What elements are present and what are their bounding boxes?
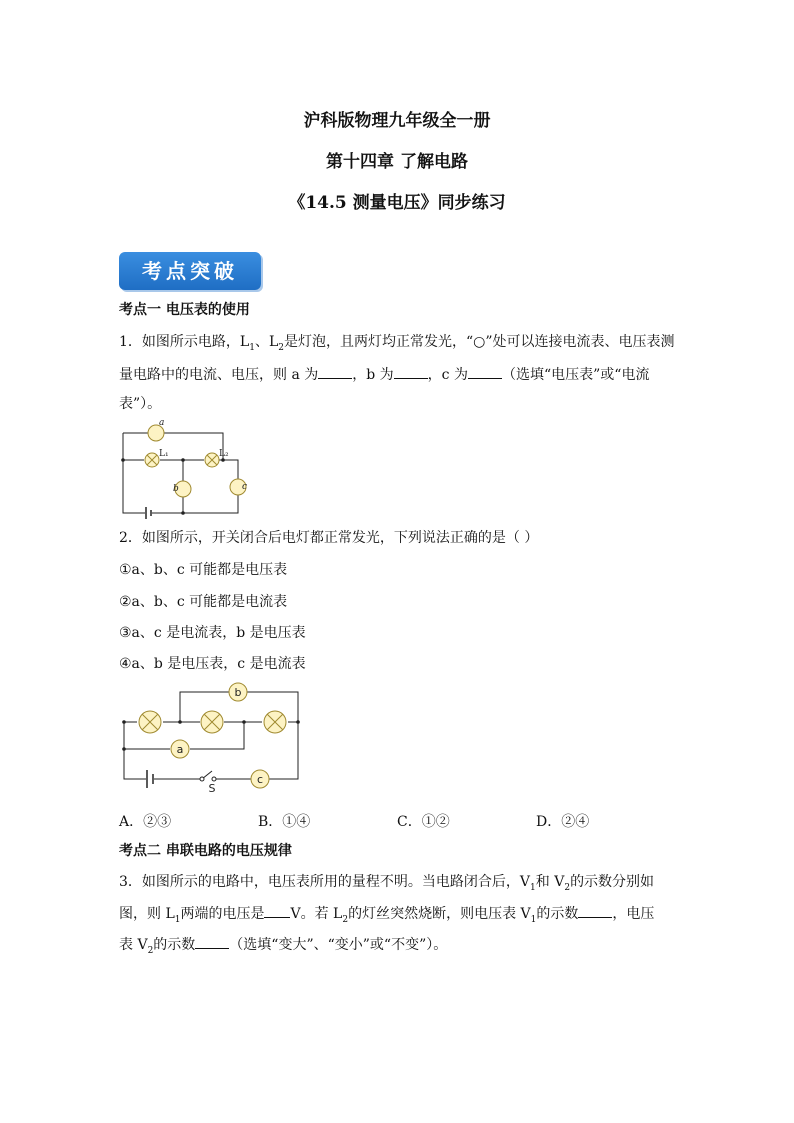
banner-label: 考点突破 (142, 259, 238, 283)
option-a[interactable]: A．②③ (119, 814, 172, 830)
label-a-2: a (176, 743, 184, 756)
q1-blank-b[interactable] (394, 364, 428, 379)
q2-choice-2: ②a、b、c 可能都是电流表 (119, 594, 288, 610)
q3-line3: 表 $V_2$的示数 （选填“变大”、“变小”或“不变”）。 (119, 934, 679, 961)
battery (146, 507, 151, 519)
q1-line2: 量电路中的电流、电压，则 a 为 ，b 为 ，c 为 （选填“电压表”或“电流 (119, 364, 679, 385)
label-c: c (242, 482, 248, 492)
q2-circuit-figure (118, 680, 308, 795)
q3-blank-v1[interactable] (578, 903, 612, 918)
label-b: b (173, 484, 179, 494)
switch-contact (200, 777, 204, 781)
q2-choice-3: ③a、c 是电流表，b 是电压表 (119, 625, 306, 641)
q2-stem: 2．如图所示，开关闭合后电灯都正常发光，下列说法正确的是（ ） (119, 530, 539, 546)
book-title: 沪科版物理九年级全一册 (303, 111, 491, 131)
q1-blank-a[interactable] (318, 364, 352, 379)
chapter-title: 第十四章 了解电路 (326, 152, 468, 172)
q3-blank-v2[interactable] (195, 934, 229, 949)
label-s: S (208, 782, 216, 795)
battery-2 (147, 770, 153, 788)
switch-contact-2 (212, 777, 216, 781)
option-b[interactable]: B．①④ (258, 814, 311, 830)
q1-blank-c[interactable] (468, 364, 502, 379)
q3-line2: 图，则 $L_1$两端的电压是 V。若 $L_2$的灯丝突然烧断，则电压表 $V_1$的示数 ，电压 (119, 903, 679, 930)
option-d[interactable]: D．②④ (536, 814, 590, 830)
lamp-l1 (145, 453, 159, 467)
label-a: a (159, 418, 165, 428)
q1-line1: 1．如图所示电路，$L_1$、$L_2$是灯泡，且两灯均正常发光，“○”处可以连接电流表、电压表测 (119, 334, 675, 353)
label-l1: L₁ (159, 449, 169, 459)
lamp-2 (201, 711, 223, 733)
lamp-1 (139, 711, 161, 733)
q1-line3: 表”）。 (119, 396, 162, 412)
q2-choice-1: ①a、b、c 可能都是电压表 (119, 562, 288, 578)
section2-heading: 考点二 串联电路的电压规律 (119, 843, 292, 859)
q3-blank-voltage[interactable] (264, 903, 290, 918)
wire-loop (123, 433, 238, 513)
label-b-2: b (234, 686, 242, 699)
q3-line1: 3．如图所示的电路中，电压表所用的量程不明。当电路闭合后，$V_1$和 $V_2$的示数分别如 (119, 874, 655, 893)
q2-choice-4: ④a、b 是电压表，c 是电流表 (119, 656, 306, 672)
section-banner (119, 252, 261, 290)
label-c-2: c (256, 773, 264, 786)
lamp-3 (264, 711, 286, 733)
lamp-l2 (205, 453, 219, 467)
option-c[interactable]: C．①② (397, 814, 450, 830)
lesson-title: 《14.5 测量电压》同步练习 (288, 193, 506, 213)
q1-circuit-figure (118, 418, 258, 518)
label-l2: L₂ (219, 449, 229, 459)
section1-heading: 考点一 电压表的使用 (119, 302, 250, 318)
